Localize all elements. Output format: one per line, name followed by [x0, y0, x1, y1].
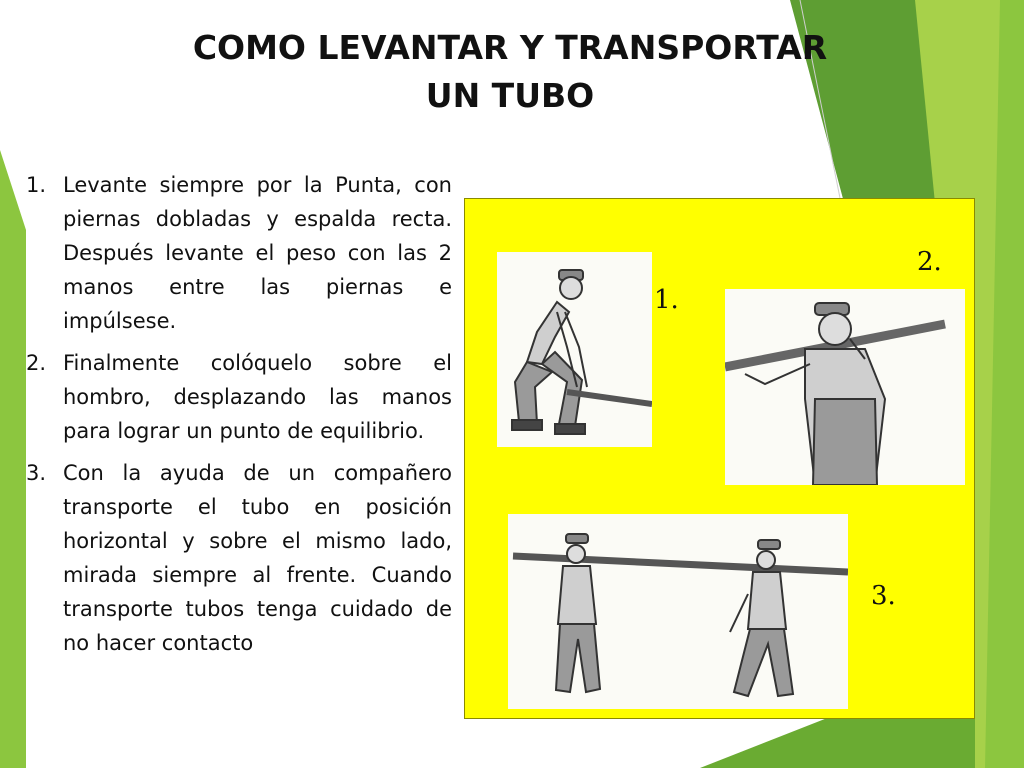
step-item-1 [26, 168, 452, 338]
figure-label-3: 3. [871, 581, 896, 611]
step-item-3 [26, 456, 452, 660]
worker-lifting-pipe-illustration [497, 252, 652, 447]
step-number: 2. [26, 351, 47, 375]
worker-pipe-on-shoulder-illustration [725, 289, 965, 485]
step-number: 3. [26, 461, 47, 485]
figure-label-1: 1. [654, 285, 679, 315]
step-text: Finalmente colóquelo sobre el hombro, desplazando las manos para lograr un punto de equilibrio. [63, 351, 452, 443]
step-text: Levante siempre por la Punta, con piernas dobladas y espalda recta. Después levante el peso con las 2 manos entre las piernas e impúlsese. [63, 173, 452, 333]
figure-label-2: 2. [917, 247, 942, 277]
two-workers-carrying-pipe-illustration [508, 514, 848, 709]
slide-title [150, 24, 870, 120]
step-text: Con la ayuda de un compañero transporte el tubo en posición horizontal y sobre el mismo lado, mirada siempre al frente. Cuando transporte tubos tenga cuidado de no hacer contacto [63, 461, 452, 655]
shoulder-figure-icon [725, 289, 965, 485]
illustration-panel [464, 198, 975, 719]
left-green-stripe [0, 150, 26, 768]
step-item-2 [26, 346, 452, 448]
carrying-figures-icon [508, 514, 848, 709]
title-line-2: UN TUBO [425, 76, 595, 115]
step-number: 1. [26, 173, 47, 197]
lifting-figure-icon [497, 252, 652, 447]
steps-list [26, 168, 452, 668]
title-line-1: COMO LEVANTAR Y TRANSPORTAR [192, 28, 828, 67]
